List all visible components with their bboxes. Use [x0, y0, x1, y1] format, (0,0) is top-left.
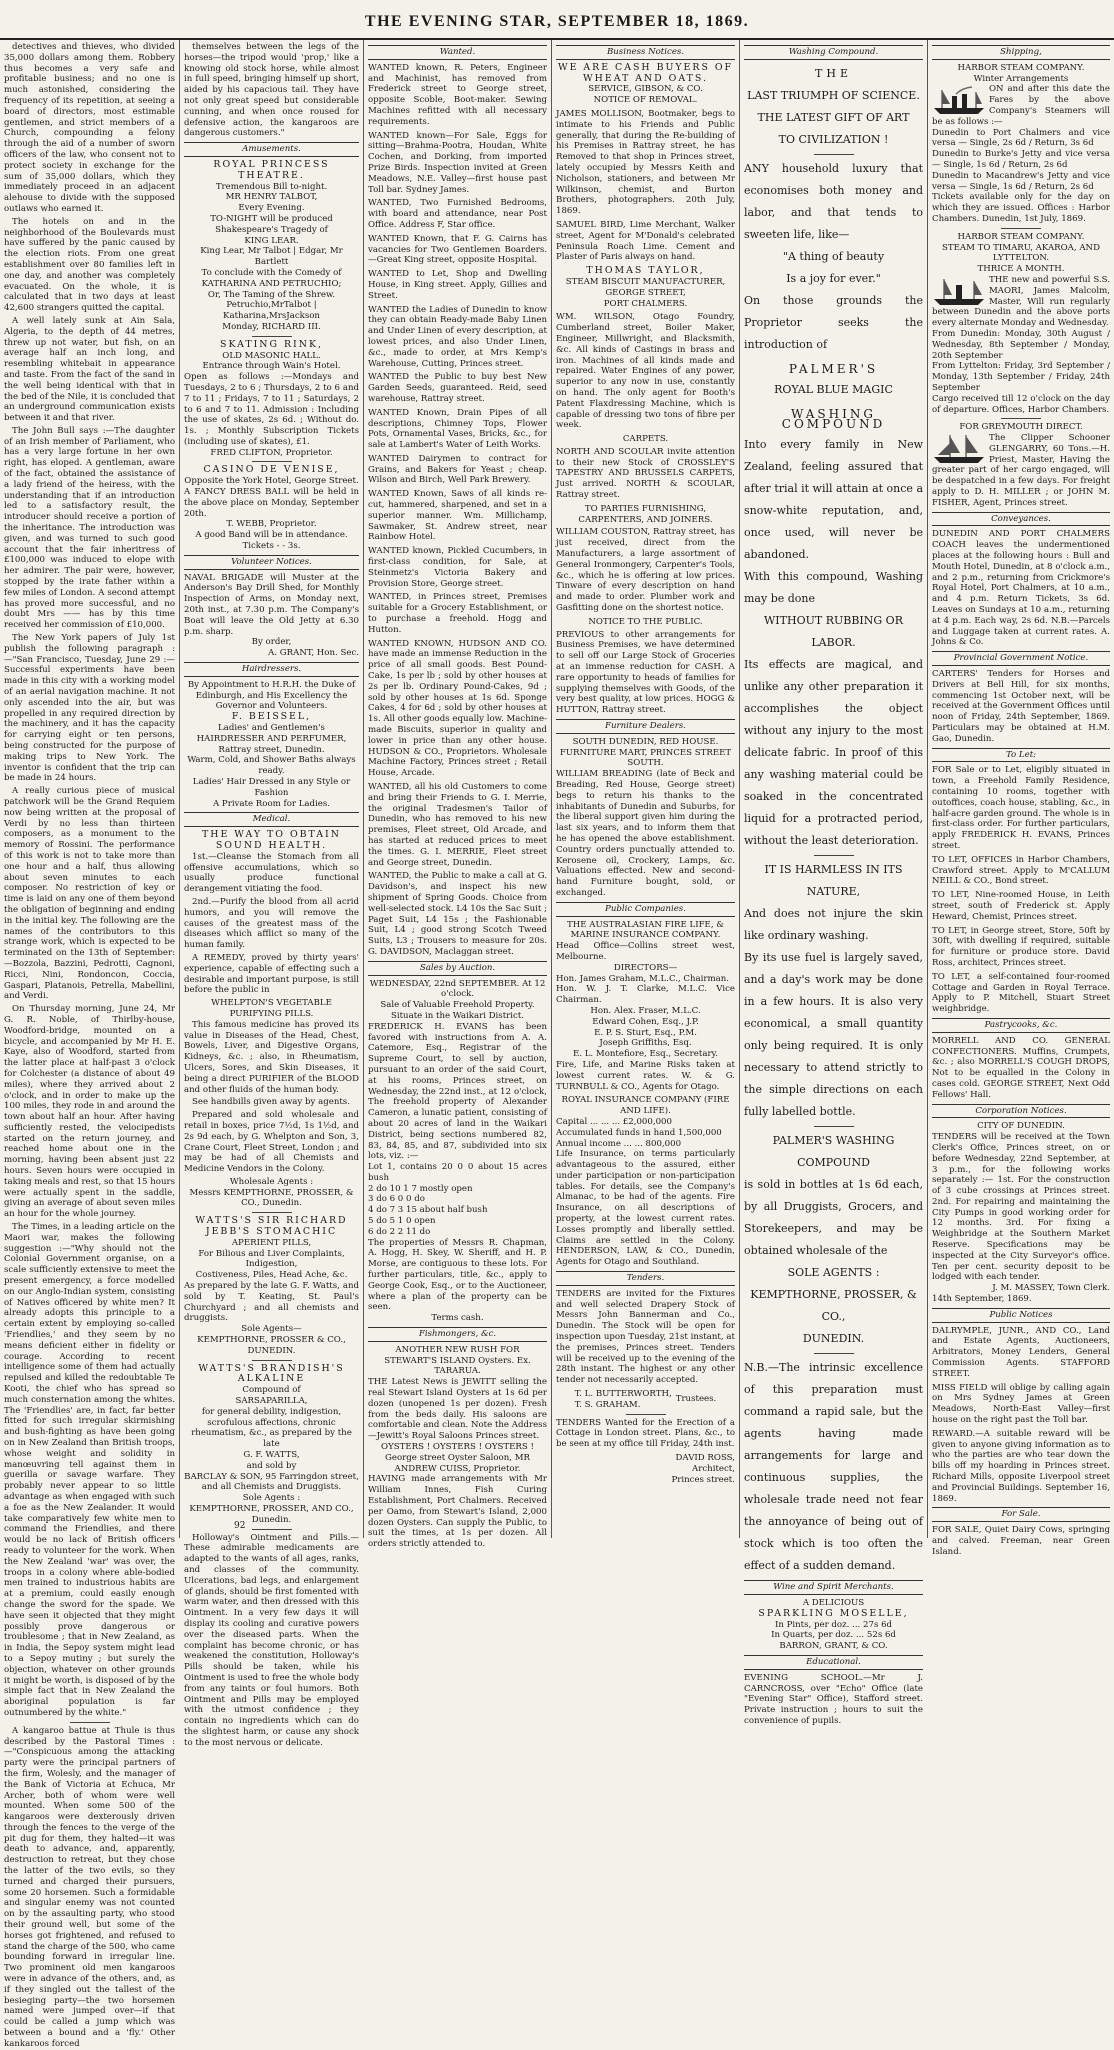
column-4: [552, 40, 740, 1538]
article-paragraph: A kangaroo battue at Thule is thus described by the Pastoral Times :—"Conspicuous among the attacking party were the principal partners of the firm, Wolesly, and the manager of the Bank of Victoria at Echuca, Mr Archer, both of whom were well mounted. When some 500 of the kangaroos were dexterously driven through the fences to the verge of the pit dug for them, they halted—it was death to advance, and, apparently, destruction to retreat, but they chose the latter of the two evils, so they turned and charged their pursuers, some 20 horsemen. Such a formidable and singular enemy was not counted on by the assaulting party, who stood their ground well, but some of the horses got frightened, and refused to stand the charge of the 500, who came bounding forward in irregular line. Two prominent old men kangaroos were in advance of the others, and, as if they singled out the tallest of the besieging party—the two horsemen named were jumped over—if that could be called a jump which was between a bound and a 'fly.' Other kankaroos forced: [4, 1725, 175, 2049]
ad-line: By Appointment to H.R.H. the Duke of Edinburgh, and His Excellency the Governor and Volunteers.: [187, 679, 356, 712]
ad-line: Situate in the Waikari District.: [390, 1010, 525, 1021]
ad-line: STEAM TO TIMARU, AKAROA, AND LYTTELTON.: [942, 242, 1100, 264]
royal-insurance-ad: [556, 1095, 735, 1268]
ad-line: E. L. Montefiore, Esq., Secretary.: [572, 1049, 718, 1060]
to-let-ad: TO LET, a self-contained four-roomed Cottage and Garden in Royal Terrace. Apply to P. Mitchell, Stuart Street weighbridge.: [932, 971, 1110, 1015]
section-heading: Wine and Spirit Merchants.: [744, 1580, 923, 1595]
wanted-ad: WANTED Dairymen to contract for Grains, and Bakers for Yeast ; cheap. Wilson and Birch, Well Park Brewery.: [368, 453, 547, 486]
ad-line: Rattray street, Dunedin.: [218, 744, 325, 755]
ad-line: Tremendous Bill to-night.: [215, 181, 328, 192]
ad-body: On those grounds the Proprietor seeks the introduction of: [744, 293, 923, 351]
section-heading: Shipping,: [932, 45, 1110, 60]
evening-school-ad: EVENING SCHOOL.—Mr J. CARNCROSS, over "Echo" Office (late "Evening Star" Office), Stafford street. Private instruction ; hours to suit the convenience of pupils.: [744, 1672, 923, 1726]
ad-line: Accumulated funds in hand 1,500,000: [556, 1127, 722, 1138]
section-heading: Sales by Auction.: [368, 961, 547, 976]
section-heading: Medical.: [184, 812, 359, 827]
section-heading: Corporation Notices.: [932, 1104, 1110, 1119]
tender-ad: TENDERS Wanted for the Erection of a Cottage in London street. Plans, &c., to be seen at my office till Friday, 24th inst.: [556, 1417, 735, 1450]
ad-line: Hon. James Graham, M.L.C., Chairman.: [556, 973, 730, 984]
ad-line: Warm, Cold, and Shower Baths always ready.: [187, 755, 356, 777]
divider: [1001, 418, 1041, 419]
coach-ad: DUNEDIN AND PORT CHALMERS COACH leaves the undermentioned places at the following hours : Bull and Mouth Hotel, Dunedin, at 8 o'clock a.m., and 2 p.m., returning from Crickmore's Royal Hotel, Port Chalmers, at 10 a.m., and 4 p.m. Return Tickets, 3s 6d. Leaves on Sundays at 10 a.m., returning at 4 p.m. Each way, 2s 6d. N.B.—Parcels and Luggage taken at current rates. A. Johns & Co.: [932, 529, 1110, 648]
ad-body: is sold in bottles at 1s 6d each, by all Druggists, Grocers, and Storekeepers, and may be obtained wholesale of the: [744, 1178, 923, 1258]
ad-title: TO PARTIES FURNISHING, CARPENTERS, AND JOINERS.: [578, 503, 713, 525]
schedule-row: From Lyttelton: Friday, 3rd September / Monday, 13th September / Friday, 24th September: [932, 361, 1110, 393]
furniture-ad: [556, 737, 735, 899]
article-paragraph: The New York papers of July 1st publish the following paragraph :—"San Francisco, Tuesday, June 29 :—Successful experiments have been made in this city with a working model of an aerial navigation machine. It not only ascended into the air, but was propelled in any required direction by the machinery, and it has the capacity for carrying eight or ten persons, being constructed for the purpose of making trips to New York. The inventor is confident that the trip can be made in 24 hours.: [4, 633, 175, 784]
section-heading: Washing Compound.: [744, 45, 923, 60]
mollison-ad: JAMES MOLLISON, Bootmaker, begs to intimate to his Friends and Public generally, that during the Re-building of his Premises in Rattray street, he has Removed to that shop in Princes street, lately occupied by Messrs Keith and Nicholson, stationers, and between Mr Wilkinson, chemist, and Burton Brothers, photographers. 20th July, 1869.: [556, 108, 735, 217]
ad-line: Hon. W. J. T. Clarke, M.L.C. Vice Chairman.: [556, 984, 735, 1006]
newspaper-title: THE EVENING STAR, SEPTEMBER 18, 1869.: [364, 13, 750, 30]
ad-line: FRED CLIFTON, Proprietor.: [210, 447, 333, 458]
theatre-ad: [184, 160, 359, 333]
ad-line: Ladies' and Gentlemen's: [218, 723, 325, 734]
wanted-ad: WANTED known, R. Peters, Engineer and Machinist, has removed from Frederick street to George street, opposite Scoble, Boot-maker. Sewing Machines refitted with all necessary requirements.: [368, 62, 547, 127]
section-heading: Tenders.: [556, 1271, 735, 1286]
ad-title: WATTS'S BRANDISH'S ALKALINE: [198, 1362, 345, 1385]
ad-line: APERIENT PILLS,: [231, 1237, 312, 1248]
ad-line: OYSTERS ! OYSTERS ! OYSTERS !: [381, 1442, 534, 1453]
ad-body: By its use fuel is largely saved, and a day's work may be done in a few hours. It is also very economical, a small quantity only being required. It is only necessary to attend strictly to the simple directions on each fully labelled bottle.: [744, 951, 923, 1119]
wanted-ad: WANTED known, Pickled Cucumbers, in first-class condition, for Sale, at Steinmetz's Victoria Bakery and Provision Store, George street.: [368, 546, 547, 589]
wanted-ad: WANTED, the Public to make a call at G. Davidson's, and inspect his new shipment of Spring Goods. Choice from well-selected stock. L4 10s the Sac Suit ; Paget Suit, L4 15s ; the Fashionable Suit, L4 ; good strong Scotch Tweed Suits, L3 ; Trousers to measure for 20s. G. DAVIDSON, Maclaggan street.: [368, 871, 547, 957]
ad-line: SERVICE, GIBSON, & CO.: [588, 84, 703, 95]
section-heading: Public Companies.: [556, 902, 735, 917]
field-notice: MISS FIELD will oblige by calling again on Mrs Sydney James at Green Meadows, North-East Valley—first house on the right past the Toll bar.: [932, 1382, 1110, 1426]
ad-line: KATHARINA AND PETRUCHIO;: [201, 278, 342, 289]
dalrymple-ad: DALRYMPLE, JUNR., AND CO., Land and Estate Agents, Auctioneers, Arbitrators, Money Lenders, General Commission Agents. STAFFORD STREET.: [932, 1325, 1110, 1379]
steamship-icon: [932, 84, 986, 116]
divider: [626, 1414, 666, 1415]
ad-body: The Clipper Schooner GLENGARRY, 60 Tons.—H. Priest, Master, Having the greater part of her cargo engaged, will be despatched in a few days. For freight apply to D. H. MILLER ; or JOHN M. FISHER, Agent, Princes street.: [932, 433, 1110, 508]
skating-ad: [184, 340, 359, 459]
article-paragraph: themselves between the legs of the horses—the tripod would 'prop,' like a knowing old stock horse, while almost in full speed, bringing himself up short, aided by his capacious tail. They have not only great speed but considerable cunning, and when once roused for defensive action, the kangaroos are dangerous customers.": [184, 42, 359, 139]
ad-line: Wholesale Agents :: [229, 1176, 314, 1187]
column-6: [928, 40, 1114, 1557]
auction-ad: [368, 979, 547, 1325]
oyster-ad: [368, 1345, 547, 1550]
ad-title: THE AUSTRALASIAN FIRE LIFE, & MARINE INSURANCE COMPANY.: [567, 919, 724, 941]
ad-line: LAST TRIUMPH OF SCIENCE.: [747, 88, 920, 102]
ad-body: Into every family in New Zealand, feeling assured that after trial it will attain at once a snow-white reputation, and, once used, will never be abandoned.: [744, 438, 923, 562]
to-let-ad: TO LET, in George street, Store, 50ft by 30ft, with dwelling if required, suitable for furniture or produce store. David Ross, architect, Princes street.: [932, 925, 1110, 968]
ad-line: In Pints, per doz. ... 27s 6d: [774, 1619, 893, 1630]
ad-line: Monday, RICHARD III.: [222, 321, 321, 332]
ad-title: WASHING COMPOUND: [781, 406, 886, 432]
section-heading: Conveyances.: [932, 512, 1110, 527]
ad-line: "A thing of beauty: [782, 249, 885, 263]
greymouth-ad: [932, 422, 1110, 508]
ad-body: HAVING made arrangements with Mr William Innes, Fish Curing Establishment, Port Chalmers. Received per Oamo, from Stewart's Island, 2,000 dozen Oysters. Can supply the Public, to suit the times, at 1s per dozen. All orders strictly attended to.: [368, 1474, 547, 1550]
ad-line: Annual income ... ... 800,000: [556, 1138, 682, 1149]
reward-notice: REWARD.—A suitable reward will be given to anyone giving information as to who the parties are who tear down the bills off my hoarding in Princes street. Richard Mills, opposite Liverpool street and Provincial Buildings. September 16, 1869.: [932, 1428, 1110, 1504]
ad-line: Entrance through Wain's Hotel.: [202, 361, 341, 372]
page-number: 92: [234, 1521, 246, 1531]
health-ad: [184, 830, 359, 1209]
divider: [70, 1722, 110, 1723]
ad-line: Messrs KEMPTHORNE, PROSSER, & CO., Dunedin.: [189, 1187, 354, 1209]
lot-row: 3 do 6 0 0 do: [368, 1194, 425, 1205]
harbor-steam-ad: [932, 63, 1110, 225]
ad-line: As prepared by the late G. F. Watts, and sold by T. Keating, St. Paul's Churchyard ; and all chemists and druggists.: [184, 1281, 359, 1324]
ad-line: TO CIVILIZATION !: [778, 132, 889, 146]
fare-row: Dunedin to Burke's Jetty and vice versa — Single, 1s 6d / Return, 2s 6d: [932, 149, 1110, 170]
watts-pills-ad: [184, 1216, 359, 1356]
ad-line: For Bilious and Liver Complaints, Indigestion,: [198, 1248, 345, 1270]
to-let-ad: TO LET, OFFICES in Harbor Chambers, Crawford street. Apply to M'CALLUM NEILL & CO., Bond street.: [932, 854, 1110, 887]
ad-title: CITY OF DUNEDIN.: [977, 1121, 1065, 1132]
section-heading: Volunteer Notices.: [184, 555, 359, 570]
section-heading: Hairdressers.: [184, 662, 359, 677]
ad-line: DIRECTORS—: [613, 962, 678, 973]
page-columns: [0, 40, 1114, 2049]
article-paragraph: The John Bull says :—The daughter of an Irish member of Parliament, who has a very large fortune in her own right, has eloped. A gentleman, aware of the fact, obtained the assistance of a lady friend of the heiress, with the understanding that if an introduction led to a satisfactory result, the introducer should receive a portion of the inheritance. The introduction was given, and was turned to such good account that the fair inheritress of £100,000 was induced to elope with her admirer. The pair were, however, stopped by the irate father within a few miles of London. A second attempt has proved more successful, and no doubt Mrs —— has by this time received her commission of £10,000.: [4, 425, 175, 631]
ad-line: THE LATEST GIFT OF ART: [757, 110, 910, 124]
ad-line: KING LEAR.: [244, 235, 299, 246]
wilson-ad: WM. WILSON, Otago Foundry, Cumberland street, Boiler Maker, Engineer, Millwright, and Blacksmith, &c. All kinds of Castings in brass and iron. Machines of all kinds made and repaired. Water Engines of any power, superior to any now in use, constantly on hand. The only agent for Booth's Patent Flaxdressing Machine, which is capable of dressing two tons of fibre per week.: [556, 312, 735, 431]
ad-line: Or, The Taming of the Shrew.: [207, 289, 336, 300]
to-let-ad: FOR Sale or to Let, eligibly situated in town, a Freehold Family Residence, containing 10 rooms, together with outoffices, coach house, stabling, &c., in half-acre garden ground. The whole is in first-class order. For further particulars, apply FREDERICK H. EVANS, Princes street.: [932, 765, 1110, 851]
ad-line: PALMER'S WASHING COMPOUND: [772, 1134, 895, 1170]
ad-line: A good Band will be in attendance.: [195, 530, 348, 541]
divider: [1001, 228, 1041, 229]
ad-body: N.B.—The intrinsic excellence of this preparation must command a rapid sale, but the agents having made arrangements for large and continuous supplies, the wholesale trade need not fear the annoyance of being out of stock which is too often the effect of a sudden demand.: [744, 1361, 923, 1573]
ad-line: THE: [815, 66, 852, 80]
lot-row: 4 do 7 3 15 about half bush: [368, 1205, 488, 1216]
steamship-icon: [932, 275, 986, 307]
ad-body: Life Insurance, on terms particularly advantageous to the assured, either under participation or non-participation tables. For details, see the Company's Almanac, to be had of the agents. Fire Insurance, on all descriptions of property, at the lowest current rates. Losses promptly and liberally settled. Claims are settled in the Colony. HENDERSON, LAW, & CO., Dunedin, Agents for Otago and Southland.: [556, 1149, 735, 1268]
ad-line: HAIRDRESSER AND PERFUMER,: [196, 733, 347, 744]
ad-line: KEMPTHORNE, PROSSER, AND CO., Dunedin.: [189, 1504, 354, 1525]
fare-row: Dunedin to Macandrew's Jetty and vice versa — Single, 1s 6d / Return, 2s 6d: [932, 170, 1110, 192]
divider: [252, 1360, 292, 1361]
ad-line: G. F. WATTS,: [243, 1450, 300, 1461]
ad-line: Tickets - - 3s.: [242, 541, 301, 552]
article-paragraph: A well lately sunk at Ain Sala, Algeria, to the depth of 44 metres, threw up not water, but fish, on an average half an inch long, and resembling whitebait in appearance and taste. From the fact of the sand in the well being identical with that in the bed of the Nile, it is concluded that an underground communication exists between it and that river.: [4, 315, 175, 424]
trustees-label: Trustees.: [675, 1394, 717, 1405]
ad-line: King Lear, Mr Talbot | Edgar, Mr Bartlett: [200, 246, 343, 268]
holloway-ad: Holloway's Ointment and Pills.—These admirable medicaments are adapted to the wants of all ages, ranks, and classes of the community. Ulcerations, bad legs, and enlargement of glands, should be first fomented with warm water, and then dressed with this Ointment. In a very few days it will display its cooling and curative powers over the diseased parts. When the complaint has become chronic, or has weakened the constitution, Holloway's Pills should be taken, while his Ointment is used to free the whole body from any taints or foul humors. Both Ointment and Pills may be employed with the utmost confidence ; they contain no ingredients which can do the slightest harm, or cause any shock to the most nervous or delicate.: [184, 1532, 359, 1748]
wanted-ad: WANTED known—For Sale, Eggs for sitting—Brahma-Pootra, Houdan, White Cochen, and Dorking, from imported Prize Birds. Inspection invited at Green Meadows, N.E. Valley—first house past Toll bar. Sydney James.: [368, 130, 547, 195]
ad-title: ROYAL INSURANCE COMPANY (FIRE AND LIFE).: [561, 1095, 730, 1117]
trustee-name: T. S. GRAHAM.: [574, 1399, 641, 1410]
ad-title: HARBOR STEAM COMPANY.: [957, 231, 1085, 242]
ad-line: T. WEBB, Proprietor.: [226, 519, 317, 530]
ad-line: Every Evening.: [238, 203, 305, 214]
divider: [814, 1353, 854, 1354]
wanted-ad: WANTED, Two Furnished Bedrooms, with board and attendance, near Post Office. Address F, Star office.: [368, 198, 547, 230]
ad-title: THE WAY TO OBTAIN SOUND HEALTH.: [202, 829, 341, 851]
ad-line: Winter Arrangements: [973, 73, 1069, 84]
watts-sarsaparilla-ad: [184, 1364, 359, 1526]
ad-body: This famous medicine has proved its value in Diseases of the Head, Chest, Bowels, Liver, and Digestive Organs, Kidneys, &c. ; also, in Rheumatism, Ulcers, Sores, and Skin Diseases, it being a direct PURIFIER of the BLOOD and other fluids of the human body.: [184, 1019, 359, 1095]
section-heading: Provincial Government Notice.: [932, 651, 1110, 666]
ad-line: A Private Room for Ladies.: [212, 798, 331, 809]
ad-body: 2nd.—Purify the blood from all acrid humors, and you will remove the causes of the greatest mass of the diseases which afflict so many of the human family.: [184, 896, 359, 951]
schooner-icon: [932, 433, 986, 465]
ad-line: KEMPTHORNE, PROSSER, & CO.,: [750, 1288, 917, 1324]
ad-body: Fire, Life, and Marine Risks taken at lowest current rates. W. & G. TURNBULL & CO., Agents for Otago.: [556, 1059, 735, 1092]
to-let-ad: TO LET, Nine-roomed House, in Leith street, south of Frederick st. Apply Heward, Chemist, Princes street.: [932, 890, 1110, 922]
ad-body: 1st.—Cleanse the Stomach from all offensive accumulations, which so usually produce functional derangement vitiating the food.: [184, 851, 359, 895]
ad-body: FREDERICK H. EVANS has been favored with instructions from A. A. Catemore, Esq., Registrar of the Supreme Court, to sell by auction, pursuant to an order of the said Court, at his rooms, Princes street, on Wednesday, the 22nd inst., at 12 o'clock, The freehold property of Alexander Cameron, a lunatic patient, consisting of about 20 acres of land in the Waikari District, being sections numbered 82, 83, 84, 85, and 87, subdivided into six lots, viz. :—: [368, 1021, 547, 1162]
lot-row: 2 do 10 1 7 mostly open: [368, 1183, 473, 1194]
ad-body: WILLIAM BREADING (late of Beck and Breading, Red House, George street) begs to return his thanks to the inhabitants of Dunedin and Suburbs, for the liberal support given him during the last six years, and to inform them that he has opened the above establishment. Country orders punctually attended to. Kerosene oil, Crockery, Lamps, &c. Valuations effected. New and second-hand Furniture bought, sold, or exchanged.: [556, 769, 735, 898]
trustee-name: T. L. BUTTERWORTH,: [574, 1389, 672, 1400]
ad-line: In Quarts, per doz. ... 52s 6d: [771, 1630, 896, 1641]
section-heading: Amusements.: [184, 142, 359, 157]
washing-compound-ad: [744, 63, 923, 151]
ad-line: BARRON, GRANT, & CO.: [779, 1641, 888, 1652]
carpets-ad: NORTH AND SCOULAR invite attention to their new Stock of CROSSLEY'S TAPESTRY AND BRUSSELS CARPETS, Just arrived. NORTH & SCOULAR, Rattray street.: [556, 446, 735, 501]
divider: [814, 855, 854, 856]
article-paragraph: detectives and thieves, who divided 35,000 dollars among them. Robbery thus becomes a very safe and profitable business; and no one is much astonished, considering the frequency of its repetition, at seeing a board of directors, most estimable gentlemen, and strict members of a Church, compounding a felony through the aid of a number of sworn officers of the law, who consent not to protect society in exchange for the sum of 35,000 dollars, which they immediately proceed in an adjacent alehouse to divide with the supposed outlaws who earned it.: [4, 42, 175, 214]
ad-title: WE ARE CASH BUYERS OF WHEAT AND OATS.: [557, 61, 734, 84]
wanted-ad: WANTED, in Princes street, Premises suitable for a Grocery Establishment, or to purchase a freehold. Hogg and Hutton.: [368, 592, 547, 635]
taylor-ad: [556, 266, 735, 309]
column-3: [364, 40, 552, 1550]
ad-signature: A. GRANT, Hon. Sec.: [268, 648, 359, 659]
ad-body: ON and after this date the Fares by the above Company's Steamers will be as follows :—: [932, 84, 1110, 127]
ad-line: 14th September, 1869.: [932, 1294, 1032, 1305]
ad-title: SKATING RINK,: [220, 338, 323, 350]
divider: [814, 1126, 854, 1127]
lot-row: Lot 1, contains 20 0 0 about 15 acres bush: [368, 1162, 547, 1183]
ad-line: Open as follows :—Mondays and Tuesdays, 2 to 6 ; Thursdays, 2 to 6 and 7 to 11 ; Fridays, 7 to 11 ; Saturdays, 2 to 6 and 7 to 11. Admission : Including the use of skates, 2s 6d. ; Without do. 1s. ; Monthly Subscription Tickets (including use of skates), £1.: [184, 372, 359, 447]
column-2: [180, 40, 364, 1748]
carters-notice: CARTERS' Tenders for Horses and Drivers at Bell Hill, for six months, commencing 1st October next, will be received at the Government Offices until noon of Friday, 24th September, 1869. Particulars may be obtained at H.M. Gao, Dunedin.: [932, 669, 1110, 744]
ad-body: TENDERS will be received at the Town Clerk's Office, Princes street, on or before Wednesday, 22nd September, at 3 p.m., for the following works separately :— 1st. For the construction of 3 cube crossings at Princes street. 2nd. For repairing and maintaining the City Pumps in good working order for 12 months. 3rd. For fixing a Weighbridge at the Southern Market Reserve. Specifications may be inspected at the City Surveyor's office. Ten per cent. security deposit to be lodged with each tender.: [932, 1132, 1110, 1283]
column-5: [740, 40, 928, 1726]
ad-line: NOTICE OF REMOVAL.: [593, 95, 698, 106]
section-heading: Wanted.: [368, 45, 547, 60]
trustees-block: [556, 1389, 735, 1411]
divider: [252, 1529, 292, 1530]
cash-buyers-ad: [556, 63, 735, 106]
ad-line: OLD MASONIC HALL.: [222, 350, 321, 361]
ad-line: THRICE A MONTH.: [977, 264, 1065, 275]
ad-body: Its effects are magical, and unlike any other preparation it accomplishes the object without any injury to the most delicate fabric. In proof of this any washing material could be soaked in the concentrated liquid for a protracted period, without the least deterioration.: [744, 658, 923, 848]
article-paragraph: The Times, in a leading article on the Maori war, makes the following suggestion :—"Why should not the Colonial Government organise, on a scale sufficiently extensive to meet the present emergency, a force modelled on our Anglo-Indian system, consisting of Natives officered by white men? It already adopts this principle to a certain extent by employing so-called 'Friendlies,' and they seem by no means deficient either in fidelity or courage. According to recent intelligence some of them had actually repulsed and killed the redoubtable Te Kooti, the chief who has spread so much consternation among the whites. The 'Friendlies' are, in fact, far better fitted for such irregular skirmishing and bush-fighting as have been going on in New Zealand than British troops, whose weight and solidity in manœuvring tell against them in guerilla or savage warfare. They probably never appear to so little advantage as when engaged with such a foe as the New Zealander. It would take comparatively few white men to command the Friendlies, and there would be no lack of British officers ready to volunteer for the work. When the New Zealand 'war' was over, the troops in a colony where able-bodied men trained to industrious habits are at a premium, could easily enough change the sword for the spade. We have seen it objected that they might possibly prove dangerous or troublesome ; that in New Zealand, as in India, the Sepoy system might lead to a Sepoy mutiny ; but surely the objection, whatever on other grounds it might be worth, is disposed of by the simple fact that in New Zealand the aboriginal population is far outnumbered by the white.": [4, 1222, 175, 1718]
architect-signature: [556, 1453, 735, 1485]
ad-body: Head Office—Collins street west, Melbourne.: [556, 941, 735, 962]
ad-body: THE new and powerful S.S. MAORI, James Malcolm, Master, Will run regularly between Dunedin and the above ports every alternate Monday and Wednesday.: [932, 274, 1110, 329]
lot-row: 6 do 2 2 11 do: [368, 1226, 431, 1237]
ad-body: Cargo received till 12 o'clock on the day of departure. Offices, Harbor Chambers.: [932, 393, 1110, 415]
ad-line: for general debility, indigestion, scrofulous affections, chronic rheumatism, &c., as prepared by the late: [191, 1406, 352, 1450]
hogg-ad: PREVIOUS to other arrangements for Business Premises, we have determined to sell off our Large Stock of Groceries at an immense reduction for CASH. A rare opportunity to heads of families for supplying themselves with Goods, of the very best quality, at low prices. HOGG & HUTTON, Rattray street.: [556, 629, 735, 716]
divider: [252, 461, 292, 462]
wanted-ad: WANTED Known, Drain Pipes of all descriptions, Chimney Tops, Flower Pots, Ornamental Vases, Bricks, &c., for sale at Lambert's Water of Leith Works.: [368, 407, 547, 451]
wanted-ad: WANTED, all his old Customers to come and bring their Friends to G. I. Merrie, the original Tradesmen's Tailor of Dunedin, who has removed to his new premises, Fleet street, Old Arcade, and has started at reduced prices to meet the times. G. I. MERRIE, Fleet street and George street, Dunedin.: [368, 782, 547, 868]
ad-line: Joseph Griffiths, Esq.: [599, 1038, 692, 1049]
ad-line: E. P. S. Sturt, Esq., P.M.: [594, 1027, 697, 1038]
wanted-ad: WANTED the Public to buy best New Garden Seeds, guaranteed. Reid, seed warehouse, Rattray street.: [368, 372, 547, 404]
ad-line: WEDNESDAY, 22nd SEPTEMBER. At 12 o'clock.: [369, 978, 546, 1000]
ad-title: CASINO DE VENISE,: [203, 464, 340, 476]
ad-line: and sold by: [246, 1460, 297, 1471]
ad-line: STEAM BISCUIT MANUFACTURER, GEORGE STREET,: [565, 276, 726, 298]
ad-body: Tickets available only for the day on which they are issued. Offices : Harbor Chambers. Dunedin, 1st July, 1869.: [932, 192, 1110, 224]
ad-line: DUNEDIN.: [802, 1332, 865, 1346]
ad-line: ROYAL BLUE MAGIC: [774, 382, 893, 396]
section-heading: Furniture Dealers.: [556, 719, 735, 734]
hairdresser-ad: [184, 680, 359, 810]
lot-row: 5 do 5 1 0 open: [368, 1216, 436, 1227]
ad-title: ROYAL PRINCESS THEATRE.: [213, 158, 330, 181]
section-heading: For Sale.: [932, 1507, 1110, 1522]
ad-line: WITHOUT RUBBING OR LABOR.: [764, 614, 903, 650]
ad-title: NOTICE TO THE PUBLIC.: [588, 616, 703, 627]
ad-line: KEMPTHORNE, PROSSER & CO.,: [197, 1335, 346, 1346]
ad-line: Compound of: [242, 1385, 301, 1396]
wanted-ad: WANTED to Let, Shop and Dwelling House, in King street. Apply, Gillies and Street.: [368, 269, 547, 301]
ad-line: Sole Agents—: [241, 1324, 302, 1335]
ad-line: Ladies' Hair Dressed in any Style or Fashion: [192, 777, 351, 798]
article-paragraph: The hotels on and in the neighborhood of the Boulevards must have suffered by the panic caused by the election riots. From one great establishment over 80 families left in one day, and another was completely evacuated. On the whole, it is calculated that in two days at least 42,600 strangers quitted the capital.: [4, 216, 175, 314]
ad-title: THOMAS TAYLOR,: [586, 265, 705, 277]
section-heading: Fishmongers, &c.: [368, 1327, 547, 1342]
ad-line: Edward Cohen, Esq., J.P.: [592, 1016, 699, 1027]
ad-body: NAVAL BRIGADE will Muster at the Anderson's Bay Drill Shed, for Monthly Inspection of Arms, on Monday next, 20th inst., at 7.30 p.m. The Company's Boat will leave the Old Jetty at 6.30 p.m. sharp.: [184, 572, 359, 637]
australasian-ad: [556, 920, 735, 1093]
wanted-ad: WANTED the Ladies of Dunedin to know they can obtain Ready-made Baby Linen and Under Linen of every description, at lowest prices, and also Under Linen, &c., made to order, at Mrs Kemp's Warehouse, Cutting, Princes street.: [368, 304, 547, 369]
section-heading: To Let:: [932, 748, 1110, 763]
wanted-ad: WANTED Known, that F. G. Cairns has vacancies for Two Gentlemen Boarders.—Great King street, opposite Hospital.: [368, 233, 547, 266]
ad-line: Hon. Alex. Fraser, M.L.C.: [590, 1005, 701, 1016]
ad-line: A DELICIOUS: [802, 1597, 865, 1608]
ad-line: WHELPTON'S VEGETABLE PURIFYING PILLS.: [211, 998, 332, 1019]
casino-ad: [184, 465, 359, 551]
ad-line: DUNEDIN.: [247, 1345, 296, 1356]
fare-row: Dunedin to Port Chalmers and vice versa — Single, 2s 6d / Return, 3s 6d: [932, 127, 1110, 149]
wanted-ad: WANTED Known, Saws of all kinds re-cut, hammered, sharpened, and set in a superior manner. Wm. Millichamp, Sawmaker, St. Andrew street, near Rainbow Hotel.: [368, 489, 547, 543]
ad-title: F. BEISSEL,: [231, 711, 312, 723]
ad-body: A REMEDY, proved by thirty years' experience, capable of effecting such a desirable and important purpose, is still before the public in: [184, 952, 359, 996]
tender-ad: TENDERS are invited for the Fixtures and well selected Drapery Stock of Messrs John Bannerman and Co., Dunedin. The Stock will be open for inspection upon Tuesday, 21st instant, at the premises, Princes street. Tenders will be received up to the evening of the 28th instant. The highest or any other tender not necessarily accepted.: [556, 1288, 735, 1386]
ad-body: The properties of Messrs R. Chapman, A. Hogg, H. Skey, W. Sheriff, and H. P. Morse, are contiguous to these lots. For further particulars, title, &c., apply to George Cook, Esq., or to the Auctioneer, where a plan of the property can be seen.: [368, 1237, 547, 1313]
ad-title: SPARKLING MOSELLE,: [758, 1607, 909, 1619]
ad-line: SARSAPARILLA,: [235, 1396, 308, 1407]
ad-line: By order,: [251, 637, 292, 648]
ad-line: PORT CHALMERS.: [603, 298, 688, 309]
ad-title: HARBOR STEAM COMPANY.: [957, 62, 1085, 73]
ad-line: Opposite the York Hotel, George Street.: [184, 476, 359, 487]
ad-line: SOLE AGENTS :: [787, 1266, 880, 1280]
ad-body: ANY household luxury that economises both money and labor, and that tends to sweeten life, like—: [744, 161, 923, 241]
ad-line: Sale of Valuable Freehold Property.: [380, 1000, 535, 1011]
for-sale-ad: FOR SALE, Quiet Dairy Cows, springing and calved. Freeman, near Green Island.: [932, 1525, 1110, 1557]
divider: [814, 154, 854, 155]
schedule-row: From Dunedin: Monday, 30th August / Wednesday, 8th September / Monday, 20th September: [932, 328, 1110, 361]
ad-body: With this compound, Washing may be done: [744, 570, 923, 606]
wanted-ad: WANTED KNOWN, HUDSON AND CO. have made an immense Reduction in the price of all small goods. Best Pound-Cake, 1s per lb ; sold by other houses at 2s per lb. Ordinary Pound-Cakes, 9d ; sold by other houses at 1s 6d. Sponge Cakes, 4 for 6d ; sold by other houses at 1s. All other goods equally low. Machine-made Biscuits, superior in quality and lower in price than any other house. HUDSON & CO., Proprietors. Wholesale Machine Factory, Princes street ; Retail House, Arcade.: [368, 638, 547, 779]
ad-title: WATTS'S SIR RICHARD JEBB'S STOMACHIC: [195, 1215, 348, 1238]
ad-line: Costiveness, Piles, Head Ache, &c.: [195, 1270, 348, 1281]
ad-body: THE Latest News is JEWITT selling the real Stewart Island Oysters at 1s 6d per dozen (unopened 1s per dozen). Fresh from the beds daily. His saloons are comfortable and clean. Note the Address—Jewitt's Royal Saloons Princes street.: [368, 1377, 547, 1442]
ad-line: Is a joy for ever.": [786, 271, 881, 285]
ad-line: TO-NIGHT will be produced Shakespeare's Tragedy of: [210, 213, 333, 235]
article-paragraph: On Thursday morning, June 24, Mr G. R. Noble, of Thirlby-house, Woodford-bridge, mounted on a bicycle, and accompanied by Mr H. E. Kaye, also of Woodford, started from the latter place at half-past 3 o'clock for Colchester (a distance of about 49 miles), where they arrived about 2 o'clock, and in order to make up the 100 miles, they rode in and around the town about half an hour. After having sufficiently rested, the velocipedists started on the return journey, and reached home about one in the morning, having been absent just 22 hours. Seven hours were occupied in taking meals and rest, so that 15 hours were actually spent in the saddle, giving an average of about seven miles an hour for the whole journey.: [4, 1004, 176, 1220]
ad-line: Princes street.: [671, 1474, 735, 1485]
ad-title: PALMER'S: [788, 361, 879, 376]
ad-body: And does not injure the skin like ordinary washing.: [744, 907, 923, 943]
ad-line: Capital ... ... ... £2,000,000: [556, 1116, 672, 1127]
ad-line: DAVID ROSS,: [675, 1453, 735, 1464]
ad-line: Sole Agents :: [242, 1493, 301, 1504]
ad-signature: J. M. MASSEY, Town Clerk.: [992, 1283, 1110, 1294]
masthead: [0, 0, 1114, 40]
ad-line: Petruchio,MrTalbot | Katharina,MrsJackson: [223, 300, 320, 322]
ad-line: FURNITURE MART, PRINCES STREET SOUTH.: [559, 747, 732, 769]
divider: [252, 336, 292, 337]
couston-ad: WILLIAM COUSTON, Rattray street, has just received, direct from the Manufacturers, a large assortment of General Ironmongery, Carpenter's Tools, &c., which he is offering at low prices. Tinware of every description on hand and made to order. Plumber work and Gasfitting done on the shortest notice.: [556, 527, 735, 614]
ad-title: ANOTHER NEW RUSH FOR STEWART'S ISLAND Oysters. Ex. TARARUA.: [384, 1344, 531, 1377]
ad-line: To conclude with the Comedy of: [201, 267, 342, 278]
ad-line: A FANCY DRESS BALL will be held in the above place on Monday, September 20th.: [184, 487, 359, 519]
section-heading: Public Notices: [932, 1308, 1110, 1323]
section-heading: Pastrycooks, &c.: [932, 1018, 1110, 1033]
section-heading: Educational.: [744, 1655, 923, 1670]
ad-title: FOR GREYMOUTH DIRECT.: [959, 422, 1083, 433]
ad-title: CARPETS.: [622, 434, 669, 445]
city-tender-notice: [932, 1121, 1110, 1305]
ad-line: Architect,: [692, 1463, 735, 1474]
ad-line: MR HENRY TALBOT,: [225, 192, 318, 203]
column-1: [0, 40, 180, 2049]
ad-line: George street Oyster Saloon, MR ANDREW CUISS, Proprietor.: [385, 1452, 530, 1474]
ad-body: Prepared and sold wholesale and retail in boxes, price 7½d, 1s 1½d, and 2s 9d each, by G. Whelpton and Son, 3, Crane Court, Fleet Street, London ; and may be had of all Chemists and Medicine Vendors in the Colony.: [184, 1110, 359, 1175]
harbor-steam-maori-ad: [932, 232, 1110, 416]
article-paragraph: A really curious piece of musical patchwork will be the Grand Requiem now being written at the proposal of Verdi by no less than thirteen composers, as a monument to the memory of Rossini. The performance of this work is not to take more than one hour and a half, thus allowing about seven minutes to each composer. No restriction of key or time is laid on any one of them beyond the obligation of beginning and ending in the initial key. The following are the names of the contributors to this strange work, which is expected to be terminated on the 13th of September:—Bozzola, Bazzini, Pedrotti, Cagnoni, Ricci, Nini, Rondoncon, Coccia, Gaspari, Platanois, Petrella, Mabellini, and Verdi.: [4, 786, 175, 1002]
ad-body: See handbills given away by agents.: [192, 1097, 350, 1108]
bird-ad: SAMUEL BIRD, Lime Merchant, Walker street, Agent for M'Donald's celebrated Peninsula Roach Lime. Cement and Plaster of Paris always on hand.: [556, 219, 735, 263]
ad-line: BARCLAY & SON, 95 Farringdon street, and all Chemists and Druggists.: [184, 1471, 359, 1493]
moselle-ad: [744, 1598, 923, 1652]
section-heading: Business Notices.: [556, 45, 735, 60]
morrell-ad: MORRELL AND CO. GENERAL CONFECTIONERS. Muffins, Crumpets, &c. ; also MORRELL'S COUGH DROPS, Not to be equalled in the Colony in cases cold. GEORGE STREET, Next Odd Fellows' Hall.: [932, 1035, 1110, 1100]
naval-brigade-notice: [184, 573, 359, 659]
divider: [252, 1212, 292, 1213]
ad-line: SOUTH DUNEDIN, RED HOUSE.: [572, 736, 719, 747]
ad-line: Terms cash.: [431, 1313, 484, 1324]
ad-line: IT IS HARMLESS IN ITS NATURE,: [764, 863, 903, 899]
